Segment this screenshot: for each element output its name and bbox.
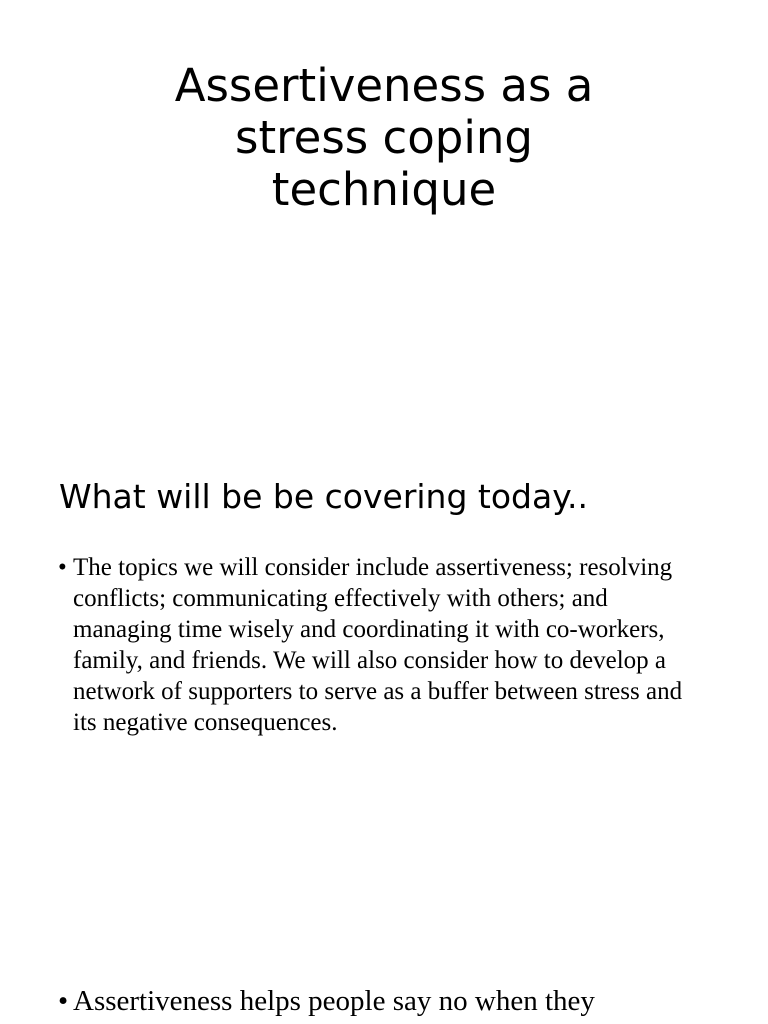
bullet-icon: • (58, 985, 69, 1017)
list-item (58, 552, 698, 738)
slide-title (84, 60, 684, 216)
slide-title-line-2: stress coping (235, 111, 533, 164)
slide-title-line-3: technique (271, 163, 497, 216)
slide-title-line-1: Assertiveness as a (174, 59, 594, 112)
list-item (58, 983, 718, 1019)
bullet-text: Assertiveness helps people say no when they (73, 985, 595, 1017)
bullet-text: The topics we will consider include assertiveness; resolving conflicts; communicating effectively with others; and managing time wisely and coordinating it with co-workers, family, and friends. We will also consider how to develop a network of supporters to serve as a buffer between stress and its negative consequences. (73, 554, 683, 736)
section-heading: What will be be covering today.. (59, 477, 589, 516)
assertiveness-bullet-list (58, 983, 718, 1019)
topics-bullet-list (58, 552, 698, 738)
bullet-icon: • (58, 554, 67, 581)
